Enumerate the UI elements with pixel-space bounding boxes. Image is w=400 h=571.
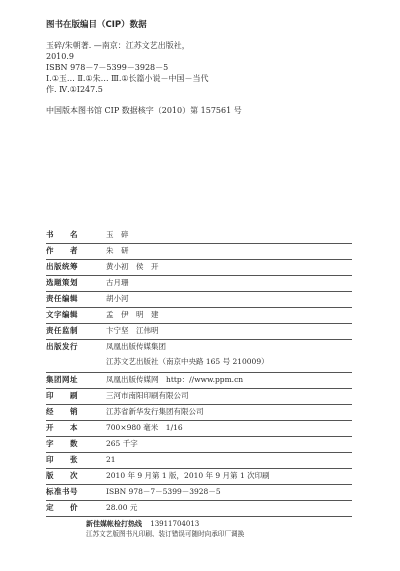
row-label: 标准书号 [46,487,78,496]
row-label: 经 销 [46,407,78,416]
cip-block [46,20,366,116]
colophon-row-supervisor [46,324,352,340]
row-value: 凤凰出版传媒网 http：//www.ppm.cn [106,375,244,384]
hotline-number: 13911704013 [150,520,200,528]
row-label: 开 本 [46,423,78,432]
colophon-row-text-editor [46,308,352,324]
colophon-row-isbn [46,485,352,501]
row-value: 朱 研 [106,246,129,255]
row-label: 版 次 [46,471,78,480]
row-value: ISBN 978－7－5399－3928－5 [106,487,221,496]
row-value: 凤凰出版传媒集团 江苏文艺出版社（南京中央路 165 号 210009） [106,342,269,366]
colophon-row-sheets [46,453,352,469]
row-label: 出版统筹 [46,262,78,271]
row-value: 古月珊 [106,278,129,287]
row-label: 字 数 [46,439,78,448]
colophon-row-publisher [46,340,352,373]
cip-spacer [46,95,366,105]
colophon-row-format [46,421,352,437]
row-value: 265 千字 [106,439,138,448]
row-label: 选题策划 [46,278,78,287]
hotline-label: 新佳媒帐检打热线 [86,520,142,528]
row-value: 胡小河 [106,294,129,303]
cip-record: 中国版本图书馆 CIP 数据核字（2010）第 157561 号 [46,106,242,115]
row-value: 江苏省新华发行集团有限公司 [106,407,204,416]
cip-line: 2010.9 [46,52,74,61]
colophon-row-price [46,501,352,517]
cip-line: 作. Ⅳ.①I247.5 [46,85,103,94]
cip-heading: 图书在版编目（CIP）数据 [46,20,147,30]
row-value: 三河市南阳印刷有限公司 [106,391,189,400]
row-label: 印 张 [46,455,78,464]
colophon-row-printer [46,389,352,405]
colophon-table [46,228,352,539]
row-label: 印 刷 [46,391,78,400]
row-label: 文字编辑 [46,310,78,319]
colophon-row-coordinator [46,260,352,276]
row-label: 集团网址 [46,375,78,384]
row-label: 作 者 [46,246,78,255]
row-value: 28.00 元 [106,503,138,512]
row-label: 责任监制 [46,326,78,335]
row-label: 书 名 [46,230,78,239]
anti-piracy-hotline [46,519,352,529]
colophon-row-word-count [46,437,352,453]
row-value: 700×980 毫米 1/16 [106,423,183,432]
colophon-row-distributor [46,405,352,421]
row-value: 黄小初 侯 开 [106,262,159,271]
colophon-row-title [46,228,352,244]
colophon-row-edition [46,469,352,485]
cip-line: ISBN 978－7－5399－3928－5 [46,63,169,72]
colophon-row-author [46,244,352,260]
row-value: 2010 年 9 月第 1 版，2010 年 9 月第 1 次印刷 [106,471,270,480]
row-label: 定 价 [46,503,78,512]
row-label: 责任编辑 [46,294,78,303]
replacement-notice: 江苏文艺版图书凡印刷、装订错误可随时向承印厂调换 [86,530,245,538]
colophon-row-planner [46,276,352,292]
colophon-row-editor [46,292,352,308]
colophon-row-website [46,373,352,389]
cip-line: Ⅰ.①玉… Ⅱ.①朱… Ⅲ.①长篇小说－中国－当代 [46,74,209,83]
row-value: 卞宁坚 江伟明 [106,326,159,335]
row-value: 孟 伊 明 建 [106,310,159,319]
row-label: 出版发行 [46,342,78,351]
row-value: 21 [106,455,116,464]
cip-line: 玉碎/朱朝著. —南京：江苏文艺出版社， [46,41,190,50]
row-value: 玉 碎 [106,230,129,239]
